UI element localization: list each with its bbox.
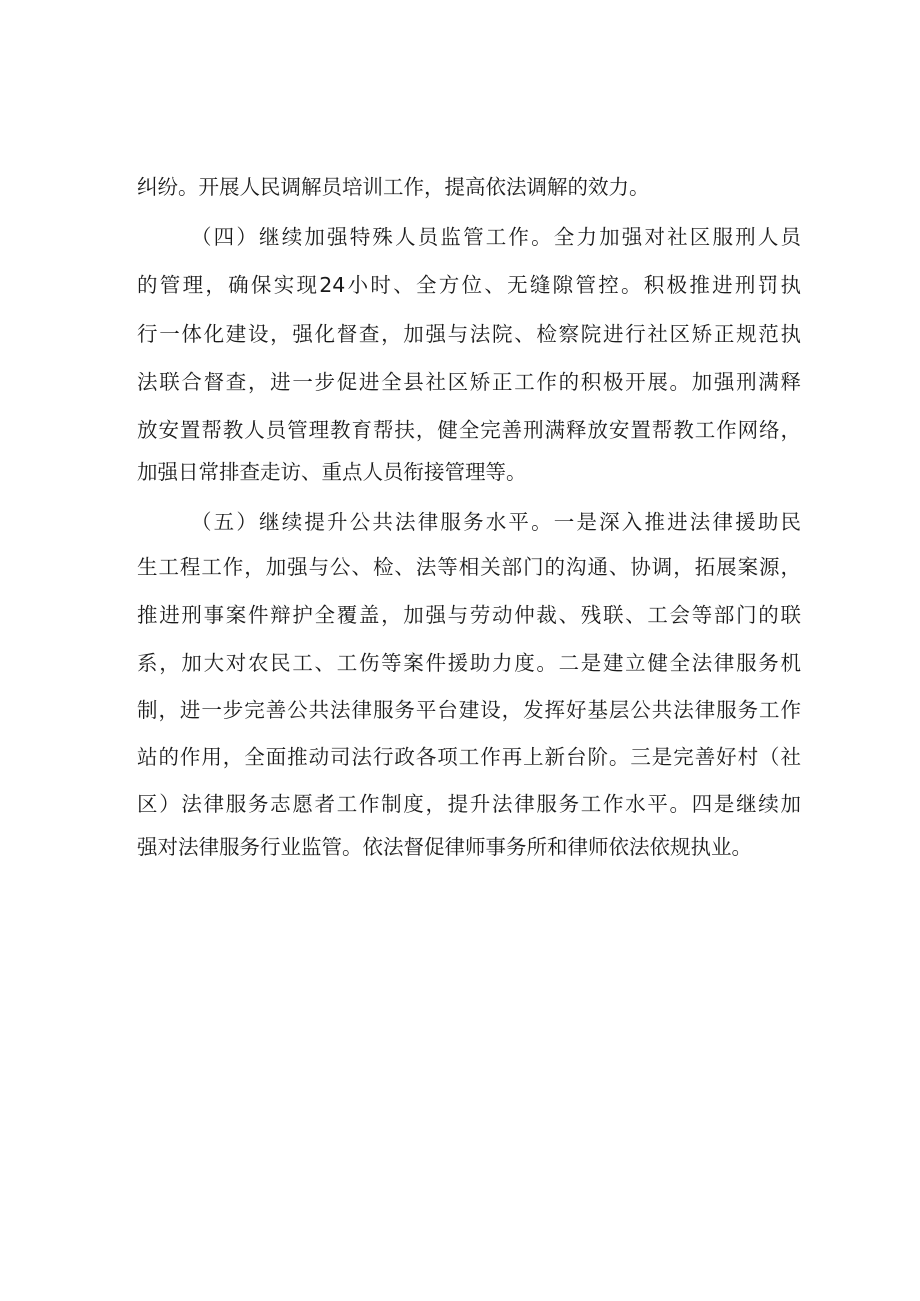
paragraph-heading-line: （五）继续提升公共法律服务水平。一是深入推进法律援助民 (191, 510, 801, 534)
text-line: 行一体化建设，强化督查，加强与法院、检察院进行社区矫正规范执 (137, 322, 801, 346)
text-line: 站的作用，全面推动司法行政各项工作再上新台阶。三是完善好村（社 (137, 745, 801, 769)
text-line: 系，加大对农民工、工伤等案件援助力度。二是建立健全法律服务机 (137, 651, 801, 675)
text-line: 纠纷。开展人民调解员培训工作，提高依法调解的效力。 (137, 175, 650, 199)
text-line: 生工程工作，加强与公、检、法等相关部门的沟通、协调，拓展案源， (137, 555, 801, 579)
paragraph-heading-line: （四）继续加强特殊人员监管工作。全力加强对社区服刑人员 (191, 225, 801, 249)
text-line: 推进刑事案件辩护全覆盖，加强与劳动仲裁、残联、工会等部门的联 (137, 603, 801, 627)
text-line: 法联合督查，进一步促进全县社区矫正工作的积极开展。加强刑满释 (137, 370, 801, 394)
text-line: 强对法律服务行业监管。依法督促律师事务所和律师依法依规执业。 (137, 835, 752, 859)
text-line: 的管理，确保实现24小时、全方位、无缝隙管控。积极推进刑罚执 (137, 273, 801, 297)
text-line: 加强日常排查走访、重点人员衔接管理等。 (137, 460, 527, 484)
text-line: 放安置帮教人员管理教育帮扶，健全完善刑满释放安置帮教工作网络， (137, 418, 801, 442)
text-line: 区）法律服务志愿者工作制度，提升法律服务工作水平。四是继续加 (137, 792, 801, 816)
text-line: 制，进一步完善公共法律服务平台建设，发挥好基层公共法律服务工作 (137, 698, 801, 722)
